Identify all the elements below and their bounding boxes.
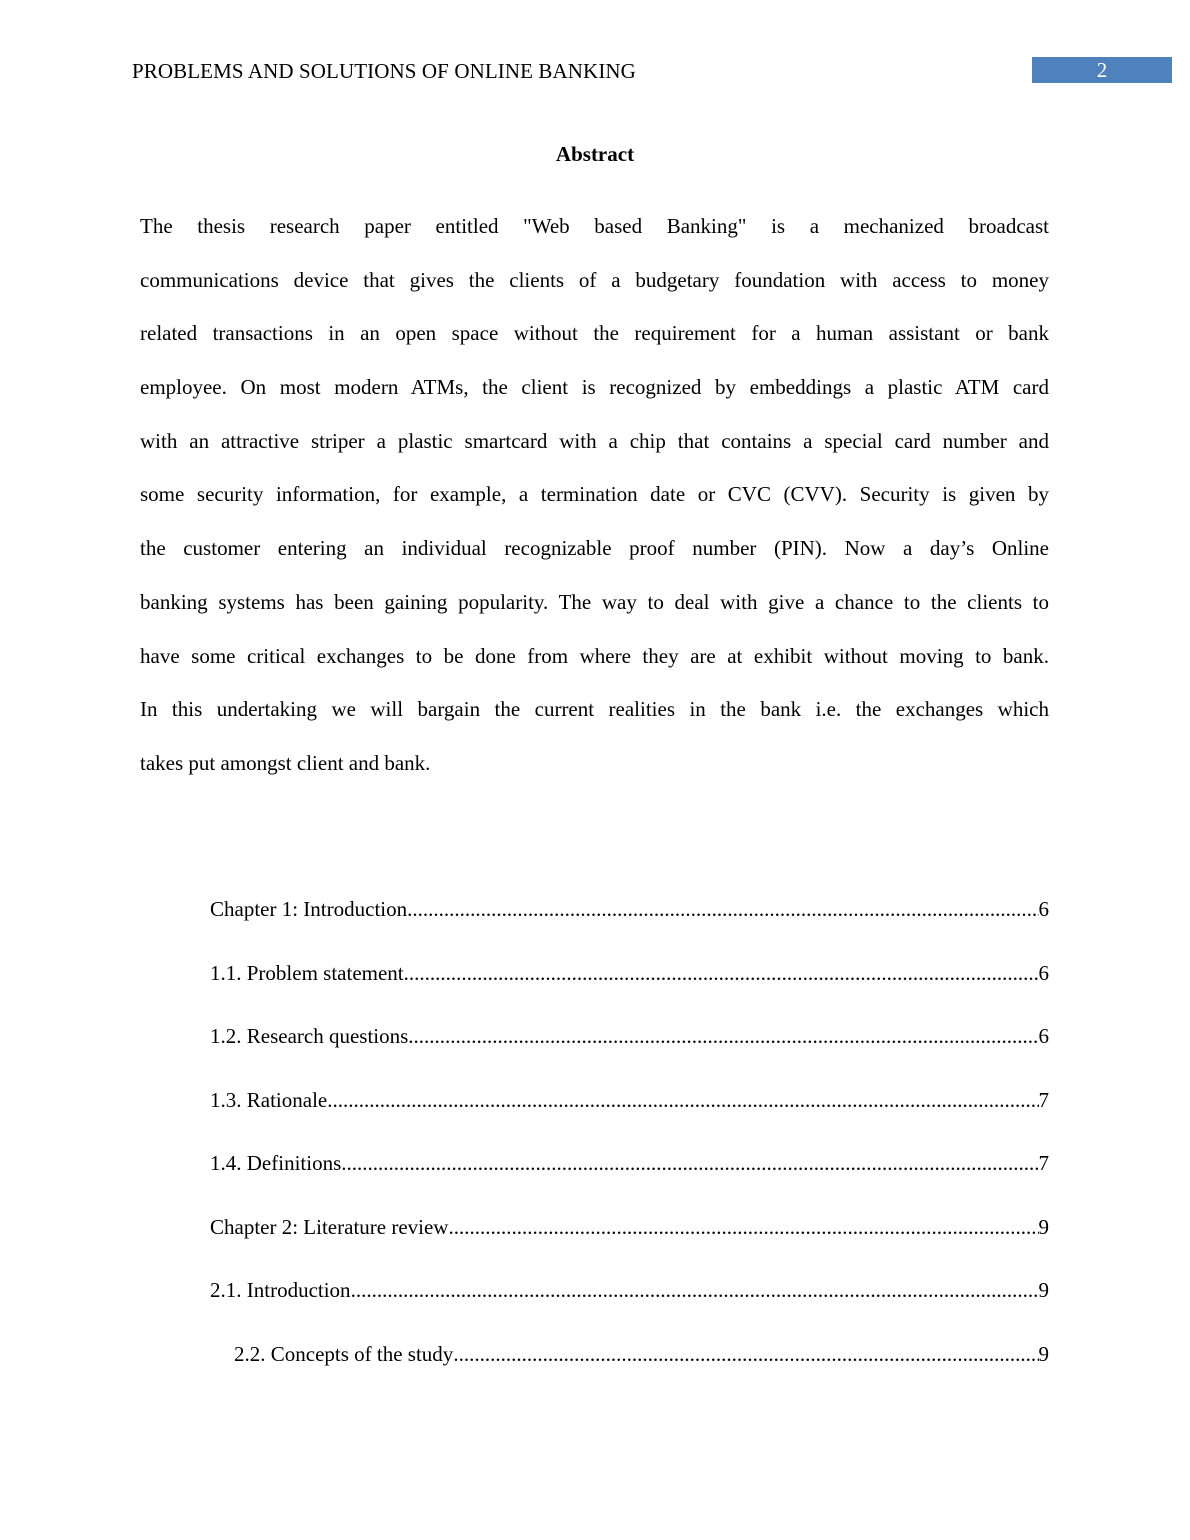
abstract-line: takes put amongst client and bank. bbox=[140, 750, 431, 775]
toc-entry-label: 2.2. Concepts of the study bbox=[234, 1341, 454, 1366]
toc-entry-label: Chapter 2: Literature review bbox=[210, 1214, 449, 1239]
toc-dot-leader bbox=[327, 1073, 1038, 1127]
toc-dot-leader bbox=[407, 882, 1038, 936]
toc-entry-problem-statement[interactable] bbox=[210, 946, 1049, 1010]
running-head: PROBLEMS AND SOLUTIONS OF ONLINE BANKING bbox=[132, 59, 636, 83]
toc-entry-label: 2.1. Introduction bbox=[210, 1278, 351, 1302]
toc-dot-leader bbox=[341, 1136, 1038, 1190]
toc-entry-page: 9 bbox=[1038, 1214, 1049, 1239]
toc-dot-leader bbox=[453, 1327, 1038, 1381]
abstract-line: communications device that gives the clients of a budgetary foundation with access to money bbox=[140, 267, 1049, 292]
toc-entry-rationale[interactable] bbox=[210, 1073, 1049, 1137]
toc-entry-page: 9 bbox=[1038, 1278, 1049, 1302]
toc-entry-label: Chapter 1: Introduction bbox=[210, 897, 408, 921]
abstract-title: Abstract bbox=[555, 142, 635, 166]
toc-entry-chapter-1[interactable] bbox=[210, 882, 1049, 946]
toc-entry-label: 1.3. Rationale bbox=[210, 1087, 328, 1112]
toc-entry-chapter-2[interactable] bbox=[210, 1200, 1049, 1264]
toc-entry-introduction-2-1[interactable] bbox=[210, 1263, 1049, 1327]
toc-entry-page: 7 bbox=[1038, 1087, 1049, 1112]
table-of-contents bbox=[210, 882, 1049, 1390]
abstract-line: some security information, for example, a termination date or CVC (CVV). Security is given by bbox=[140, 482, 1049, 507]
toc-entry-page: 6 bbox=[1038, 897, 1049, 921]
toc-entry-definitions[interactable] bbox=[210, 1136, 1049, 1200]
abstract-line: the customer entering an individual recognizable proof number (PIN). Now a day’s Online bbox=[140, 536, 1049, 561]
toc-entry-concepts-of-study[interactable] bbox=[210, 1327, 1049, 1391]
toc-entry-research-questions[interactable] bbox=[210, 1009, 1049, 1073]
toc-entry-page: 7 bbox=[1038, 1151, 1049, 1175]
abstract-line: with an attractive striper a plastic smartcard with a chip that contains a special card number and bbox=[140, 428, 1049, 453]
abstract-line: have some critical exchanges to be done from where they are at exhibit without moving to bank. bbox=[140, 643, 1049, 668]
toc-dot-leader bbox=[408, 1009, 1038, 1063]
toc-entry-page: 6 bbox=[1038, 960, 1049, 985]
toc-dot-leader bbox=[351, 1263, 1039, 1317]
toc-entry-label: 1.2. Research questions bbox=[210, 1024, 409, 1048]
toc-entry-page: 6 bbox=[1038, 1024, 1049, 1048]
toc-entry-page: 9 bbox=[1038, 1341, 1049, 1366]
toc-dot-leader bbox=[404, 946, 1039, 1000]
abstract-paragraph bbox=[140, 200, 1049, 791]
abstract-line: banking systems has been gaining popularity. The way to deal with give a chance to the clients to bbox=[140, 589, 1049, 614]
abstract-line: In this undertaking we will bargain the current realities in the bank i.e. the exchanges which bbox=[140, 697, 1049, 722]
toc-entry-label: 1.4. Definitions bbox=[210, 1151, 342, 1175]
abstract-line: employee. On most modern ATMs, the client is recognized by embeddings a plastic ATM card bbox=[140, 375, 1049, 400]
toc-entry-label: 1.1. Problem statement bbox=[210, 960, 404, 985]
abstract-line: The thesis research paper entitled "Web based Banking" is a mechanized broadcast bbox=[140, 214, 1049, 238]
page-number-badge: 2 bbox=[1032, 57, 1172, 83]
toc-dot-leader bbox=[448, 1200, 1038, 1254]
abstract-line: related transactions in an open space without the requirement for a human assistant or bank bbox=[140, 321, 1049, 346]
